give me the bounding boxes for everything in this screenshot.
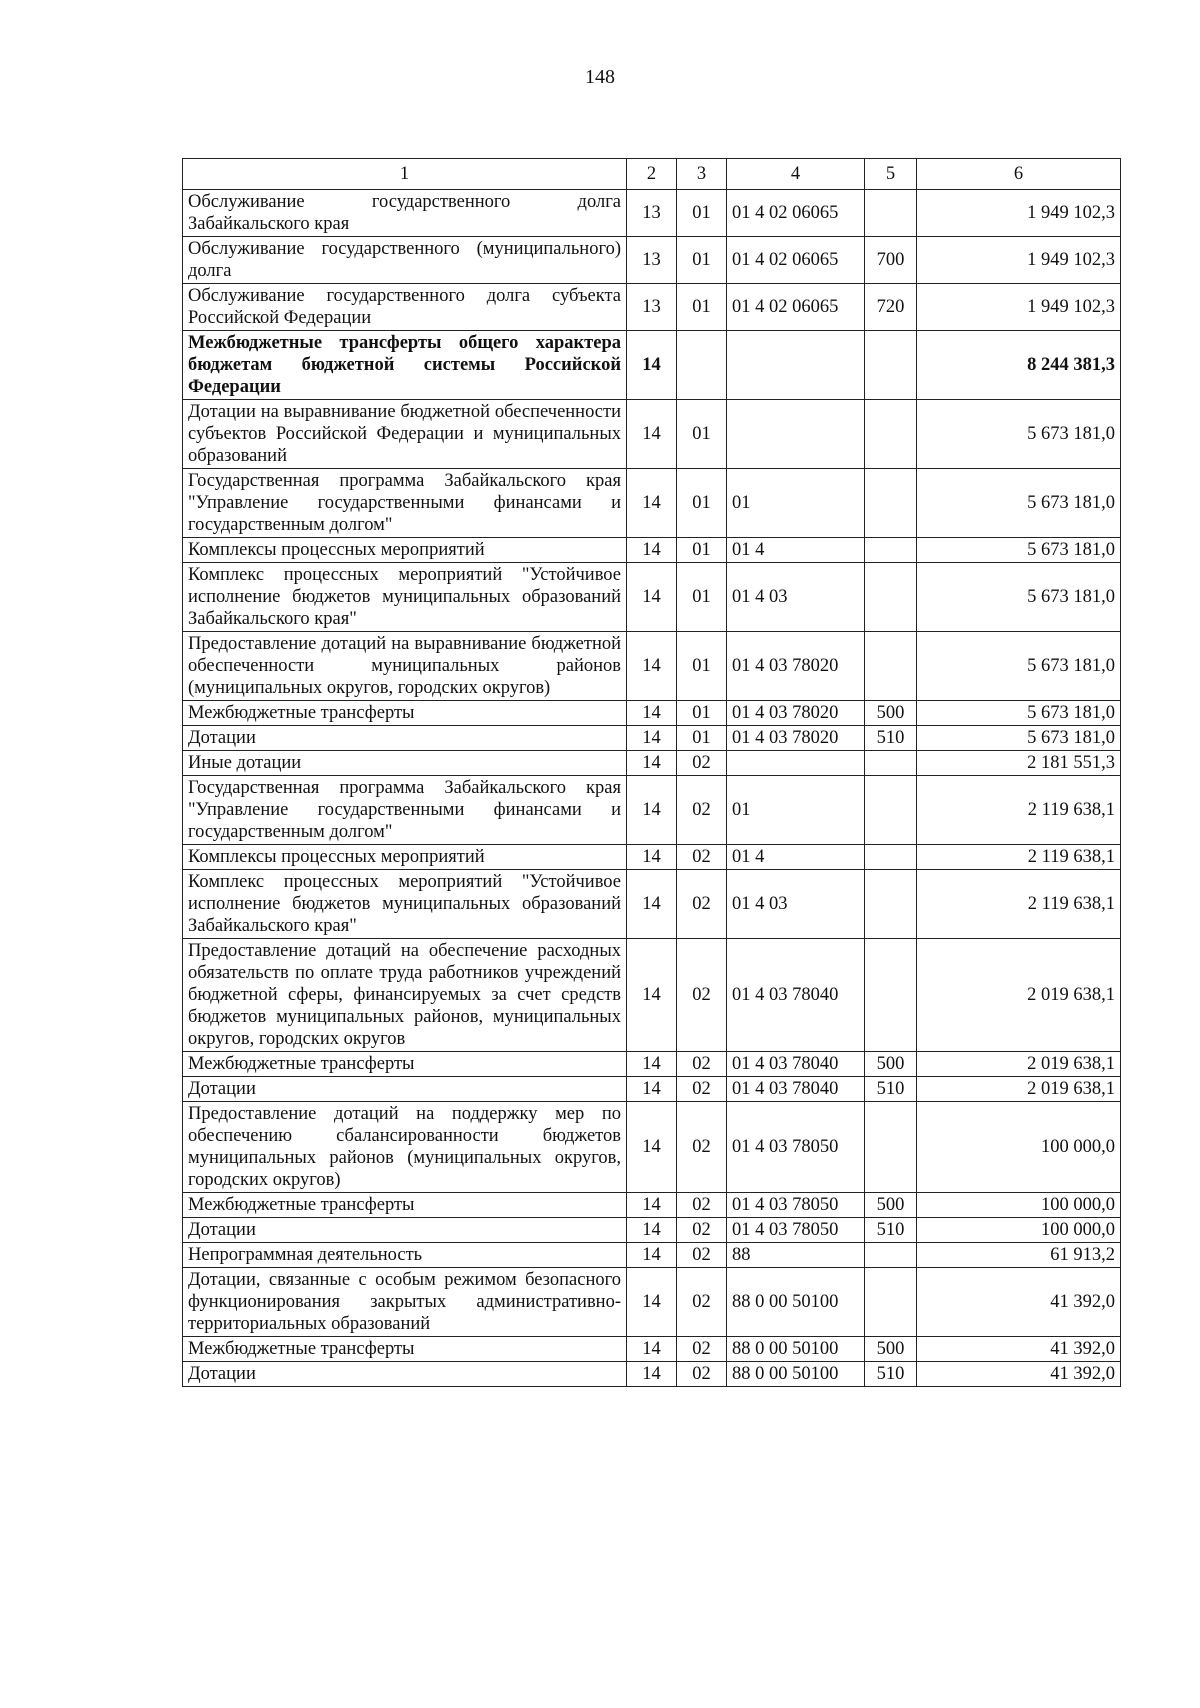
section-code-cell: 14 (627, 1218, 677, 1243)
expense-type-cell (865, 776, 917, 845)
section-code-cell: 14 (627, 1052, 677, 1077)
table-row (183, 1268, 1121, 1337)
expense-type-cell (865, 845, 917, 870)
section-code-cell: 14 (627, 751, 677, 776)
table-row (183, 237, 1121, 284)
amount-cell: 8 244 381,3 (917, 331, 1121, 400)
expense-type-cell (865, 190, 917, 237)
section-code-cell: 14 (627, 1193, 677, 1218)
section-code-cell: 14 (627, 1268, 677, 1337)
section-code-cell: 14 (627, 701, 677, 726)
amount-cell: 5 673 181,0 (917, 563, 1121, 632)
table-row (183, 701, 1121, 726)
target-article-cell: 01 4 03 78050 (727, 1193, 865, 1218)
amount-cell: 2 119 638,1 (917, 845, 1121, 870)
expense-type-cell (865, 563, 917, 632)
target-article-cell: 01 4 02 06065 (727, 284, 865, 331)
subsection-code-cell: 01 (677, 632, 727, 701)
expense-type-cell: 500 (865, 1052, 917, 1077)
target-article-cell: 88 0 00 50100 (727, 1362, 865, 1387)
table-row (183, 331, 1121, 400)
row-name-cell: Государственная программа Забайкальского края "Управление государственными финансами и государственным долгом" (183, 776, 627, 845)
amount-cell: 61 913,2 (917, 1243, 1121, 1268)
expense-type-cell (865, 751, 917, 776)
expense-type-cell: 500 (865, 1193, 917, 1218)
amount-cell: 1 949 102,3 (917, 284, 1121, 331)
expense-type-cell: 700 (865, 237, 917, 284)
table-row (183, 870, 1121, 939)
row-name-cell: Межбюджетные трансферты (183, 1052, 627, 1077)
table-row (183, 939, 1121, 1052)
section-code-cell: 14 (627, 632, 677, 701)
table-row (183, 1052, 1121, 1077)
section-code-cell: 14 (627, 538, 677, 563)
subsection-code-cell: 02 (677, 1193, 727, 1218)
table-header-row (183, 159, 1121, 190)
column-header-6: 6 (917, 159, 1121, 190)
amount-cell: 5 673 181,0 (917, 701, 1121, 726)
section-code-cell: 14 (627, 1362, 677, 1387)
row-name-cell: Обслуживание государственного долга субъекта Российской Федерации (183, 284, 627, 331)
target-article-cell: 01 (727, 776, 865, 845)
subsection-code-cell: 02 (677, 776, 727, 845)
subsection-code-cell: 02 (677, 1102, 727, 1193)
table-body (183, 190, 1121, 1387)
table-row (183, 845, 1121, 870)
table-row (183, 751, 1121, 776)
table-row (183, 776, 1121, 845)
section-code-cell: 14 (627, 939, 677, 1052)
table-row (183, 726, 1121, 751)
row-name-cell: Предоставление дотаций на обеспечение расходных обязательств по оплате труда работников учреждений бюджетной сферы, финансируемых за счет средств бюджетов муниципальных районов, муниципальных округов, городских округов (183, 939, 627, 1052)
section-code-cell: 14 (627, 870, 677, 939)
amount-cell: 2 019 638,1 (917, 939, 1121, 1052)
amount-cell: 2 119 638,1 (917, 870, 1121, 939)
target-article-cell: 01 4 03 (727, 870, 865, 939)
section-code-cell: 14 (627, 776, 677, 845)
amount-cell: 100 000,0 (917, 1102, 1121, 1193)
subsection-code-cell: 01 (677, 701, 727, 726)
expense-type-cell (865, 469, 917, 538)
subsection-code-cell: 01 (677, 469, 727, 538)
row-name-cell: Дотации (183, 1362, 627, 1387)
table-row (183, 469, 1121, 538)
table-row (183, 1243, 1121, 1268)
expense-type-cell: 510 (865, 1362, 917, 1387)
column-header-4: 4 (727, 159, 865, 190)
expense-type-cell (865, 1243, 917, 1268)
table-row (183, 400, 1121, 469)
expense-type-cell (865, 939, 917, 1052)
subsection-code-cell: 02 (677, 1218, 727, 1243)
amount-cell: 41 392,0 (917, 1268, 1121, 1337)
row-name-cell: Предоставление дотаций на поддержку мер по обеспечению сбалансированности бюджетов муниципальных районов (муниципальных округов, городских округов) (183, 1102, 627, 1193)
expense-type-cell (865, 400, 917, 469)
target-article-cell: 01 4 03 78040 (727, 1077, 865, 1102)
section-code-cell: 14 (627, 1337, 677, 1362)
row-name-cell: Дотации на выравнивание бюджетной обеспеченности субъектов Российской Федерации и муниципальных образований (183, 400, 627, 469)
row-name-cell: Межбюджетные трансферты (183, 1337, 627, 1362)
expense-type-cell (865, 632, 917, 701)
target-article-cell: 01 4 03 78040 (727, 939, 865, 1052)
amount-cell: 5 673 181,0 (917, 632, 1121, 701)
amount-cell: 1 949 102,3 (917, 237, 1121, 284)
section-code-cell: 14 (627, 1243, 677, 1268)
target-article-cell: 01 4 03 78040 (727, 1052, 865, 1077)
table-row (183, 1362, 1121, 1387)
row-name-cell: Дотации (183, 1077, 627, 1102)
row-name-cell: Комплексы процессных мероприятий (183, 845, 627, 870)
subsection-code-cell: 02 (677, 1052, 727, 1077)
target-article-cell: 88 0 00 50100 (727, 1268, 865, 1337)
section-code-cell: 14 (627, 845, 677, 870)
row-name-cell: Комплекс процессных мероприятий "Устойчивое исполнение бюджетов муниципальных образований Забайкальского края" (183, 870, 627, 939)
table-row (183, 1077, 1121, 1102)
table-row (183, 1218, 1121, 1243)
expense-type-cell: 510 (865, 726, 917, 751)
subsection-code-cell: 02 (677, 1268, 727, 1337)
table-row (183, 563, 1121, 632)
table-row (183, 190, 1121, 237)
target-article-cell (727, 751, 865, 776)
subsection-code-cell: 02 (677, 1362, 727, 1387)
subsection-code-cell: 01 (677, 538, 727, 563)
target-article-cell: 01 4 03 78020 (727, 632, 865, 701)
subsection-code-cell: 01 (677, 400, 727, 469)
section-code-cell: 14 (627, 726, 677, 751)
amount-cell: 5 673 181,0 (917, 469, 1121, 538)
expense-type-cell: 500 (865, 1337, 917, 1362)
budget-table (182, 158, 1121, 1387)
column-header-1: 1 (183, 159, 627, 190)
target-article-cell (727, 400, 865, 469)
table-row (183, 1337, 1121, 1362)
subsection-code-cell: 02 (677, 1077, 727, 1102)
page-number: 148 (585, 66, 615, 88)
subsection-code-cell: 02 (677, 870, 727, 939)
row-name-cell: Комплекс процессных мероприятий "Устойчивое исполнение бюджетов муниципальных образований Забайкальского края" (183, 563, 627, 632)
row-name-cell: Дотации, связанные с особым режимом безопасного функционирования закрытых административно-территориальных образований (183, 1268, 627, 1337)
subsection-code-cell: 02 (677, 751, 727, 776)
expense-type-cell (865, 870, 917, 939)
amount-cell: 5 673 181,0 (917, 538, 1121, 563)
amount-cell: 5 673 181,0 (917, 400, 1121, 469)
table-row (183, 1102, 1121, 1193)
row-name-cell: Предоставление дотаций на выравнивание бюджетной обеспеченности муниципальных районов (муниципальных округов, городских округов) (183, 632, 627, 701)
expense-type-cell: 720 (865, 284, 917, 331)
section-code-cell: 13 (627, 284, 677, 331)
table-row (183, 538, 1121, 563)
subsection-code-cell: 02 (677, 845, 727, 870)
subsection-code-cell: 01 (677, 190, 727, 237)
row-name-cell: Иные дотации (183, 751, 627, 776)
subsection-code-cell: 01 (677, 726, 727, 751)
target-article-cell: 88 0 00 50100 (727, 1337, 865, 1362)
target-article-cell: 01 (727, 469, 865, 538)
section-code-cell: 14 (627, 1102, 677, 1193)
amount-cell: 41 392,0 (917, 1337, 1121, 1362)
section-code-cell: 14 (627, 400, 677, 469)
expense-type-cell (865, 331, 917, 400)
expense-type-cell: 510 (865, 1077, 917, 1102)
expense-type-cell (865, 1102, 917, 1193)
target-article-cell: 01 4 03 78020 (727, 701, 865, 726)
amount-cell: 100 000,0 (917, 1218, 1121, 1243)
subsection-code-cell: 01 (677, 237, 727, 284)
expense-type-cell (865, 538, 917, 563)
target-article-cell (727, 331, 865, 400)
target-article-cell: 01 4 (727, 845, 865, 870)
section-code-cell: 14 (627, 331, 677, 400)
row-name-cell: Обслуживание государственного долга Забайкальского края (183, 190, 627, 237)
subsection-code-cell: 01 (677, 563, 727, 632)
row-name-cell: Дотации (183, 1218, 627, 1243)
row-name-cell: Дотации (183, 726, 627, 751)
section-code-cell: 13 (627, 237, 677, 284)
subsection-code-cell: 02 (677, 1243, 727, 1268)
target-article-cell: 01 4 03 78020 (727, 726, 865, 751)
target-article-cell: 01 4 03 78050 (727, 1102, 865, 1193)
amount-cell: 2 019 638,1 (917, 1052, 1121, 1077)
amount-cell: 100 000,0 (917, 1193, 1121, 1218)
section-code-cell: 13 (627, 190, 677, 237)
row-name-cell: Межбюджетные трансферты (183, 701, 627, 726)
expense-type-cell: 500 (865, 701, 917, 726)
column-header-3: 3 (677, 159, 727, 190)
section-code-cell: 14 (627, 469, 677, 538)
row-name-cell: Комплексы процессных мероприятий (183, 538, 627, 563)
target-article-cell: 01 4 03 (727, 563, 865, 632)
table-row (183, 632, 1121, 701)
target-article-cell: 01 4 02 06065 (727, 190, 865, 237)
row-name-cell: Межбюджетные трансферты (183, 1193, 627, 1218)
column-header-5: 5 (865, 159, 917, 190)
subsection-code-cell (677, 331, 727, 400)
subsection-code-cell: 01 (677, 284, 727, 331)
amount-cell: 5 673 181,0 (917, 726, 1121, 751)
table-row (183, 284, 1121, 331)
section-code-cell: 14 (627, 1077, 677, 1102)
target-article-cell: 01 4 02 06065 (727, 237, 865, 284)
row-name-cell: Непрограммная деятельность (183, 1243, 627, 1268)
target-article-cell: 01 4 03 78050 (727, 1218, 865, 1243)
amount-cell: 41 392,0 (917, 1362, 1121, 1387)
section-code-cell: 14 (627, 563, 677, 632)
expense-type-cell (865, 1268, 917, 1337)
amount-cell: 2 019 638,1 (917, 1077, 1121, 1102)
amount-cell: 1 949 102,3 (917, 190, 1121, 237)
target-article-cell: 88 (727, 1243, 865, 1268)
subsection-code-cell: 02 (677, 939, 727, 1052)
target-article-cell: 01 4 (727, 538, 865, 563)
amount-cell: 2 119 638,1 (917, 776, 1121, 845)
table-row (183, 1193, 1121, 1218)
column-header-2: 2 (627, 159, 677, 190)
amount-cell: 2 181 551,3 (917, 751, 1121, 776)
row-name-cell: Обслуживание государственного (муниципального) долга (183, 237, 627, 284)
expense-type-cell: 510 (865, 1218, 917, 1243)
row-name-cell: Государственная программа Забайкальского края "Управление государственными финансами и государственным долгом" (183, 469, 627, 538)
subsection-code-cell: 02 (677, 1337, 727, 1362)
row-name-cell: Межбюджетные трансферты общего характера бюджетам бюджетной системы Российской Федерации (183, 331, 627, 400)
